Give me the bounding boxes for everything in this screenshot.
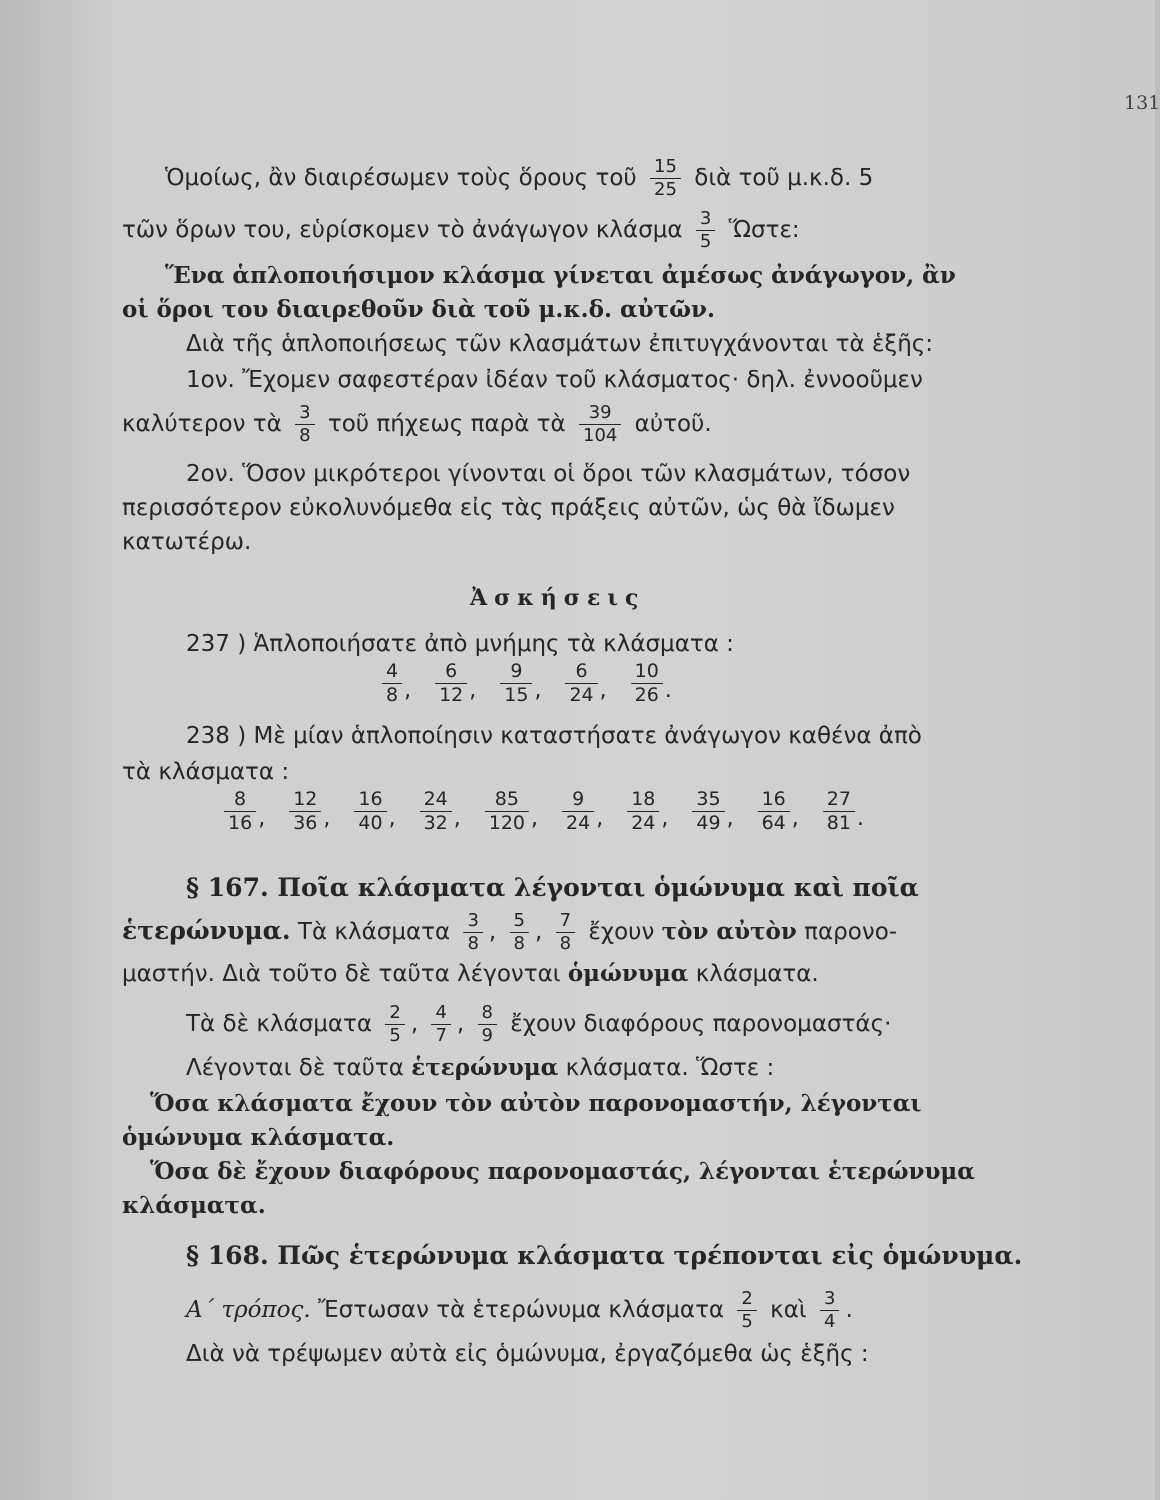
denominator: 8: [295, 424, 314, 445]
denominator: 25: [650, 178, 681, 199]
text: ἔχουν: [588, 919, 655, 945]
fraction: [435, 662, 467, 705]
rule-line: Ὅσα κλάσματα ἔχουν τὸν αὐτὸν παρονομαστήν, λέγονται: [150, 1090, 922, 1117]
fraction: [289, 790, 321, 833]
numerator: 4: [386, 660, 399, 682]
denominator: 8: [382, 683, 402, 705]
numerator: 3: [467, 910, 479, 931]
text: Λέγονται δὲ ταῦτα: [186, 1055, 404, 1081]
text: Α΄ τρόπος.: [186, 1297, 311, 1323]
fraction: [565, 662, 597, 705]
fraction: [385, 1004, 404, 1045]
numerator: 4: [435, 1002, 447, 1023]
separator: .: [856, 806, 864, 831]
rule-line: Ἕνα ἁπλοποιήσιμον κλάσμα γίνεται ἀμέσως ἀνάγωγον, ἂν: [165, 262, 956, 289]
denominator: 32: [420, 811, 452, 833]
text: Ἔστωσαν τὰ ἑτερώνυμα κλάσματα: [317, 1297, 725, 1323]
text: κλάσματα.: [695, 961, 819, 987]
text: Τὰ κλάσματα: [297, 919, 451, 945]
numerator: 16: [761, 788, 786, 810]
denominator: 5: [696, 230, 715, 251]
fraction: [692, 790, 724, 833]
numerator: 8: [234, 788, 247, 810]
denominator: 40: [354, 811, 386, 833]
fraction: [650, 158, 681, 199]
text: Τὰ δὲ κλάσματα: [186, 1011, 373, 1037]
rule-line: ὁμώνυμα κλάσματα.: [122, 1124, 395, 1151]
fraction: [510, 912, 529, 953]
numerator: 3: [823, 1288, 836, 1309]
separator: ,: [661, 806, 669, 831]
fraction: [224, 790, 256, 833]
fraction: [463, 912, 482, 953]
numerator: 35: [696, 788, 721, 810]
numerator: 3: [699, 208, 712, 229]
rule-line: Ὅσα δὲ ἔχουν διαφόρους παρονομαστάς, λέγονται ἑτερώνυμα: [150, 1158, 975, 1185]
numerator: 8: [481, 1002, 493, 1023]
separator: ,: [596, 806, 604, 831]
separator: ,: [323, 806, 331, 831]
separator: ,: [791, 806, 799, 831]
denominator: 8: [463, 932, 482, 953]
numerator: 3: [299, 402, 311, 423]
numerator: 12: [293, 788, 318, 810]
numerator: 5: [513, 910, 525, 931]
paragraph-line: [186, 1004, 891, 1045]
numerator: 39: [588, 402, 612, 423]
fraction: [820, 1290, 839, 1331]
fraction: [478, 1004, 497, 1045]
text: καὶ: [770, 1297, 807, 1323]
separator: .: [664, 678, 672, 703]
denominator: 26: [631, 683, 663, 705]
text: τῶν ὅρων του, εὑρίσκομεν τὸ ἀνάγωγον κλάσμα: [122, 217, 683, 243]
text: τὸν αὐτὸν: [661, 918, 797, 945]
heading-cont: ἑτερώνυμα.: [122, 916, 291, 945]
paragraph-line: [122, 960, 819, 988]
fraction: [382, 662, 402, 705]
separator: ,: [388, 806, 396, 831]
fraction: [758, 790, 790, 833]
fraction: [431, 1004, 450, 1045]
numerator: 18: [631, 788, 656, 810]
text: διὰ τοῦ μ.κ.δ. 5: [694, 165, 874, 191]
paragraph-line: 2ον. Ὅσον μικρότεροι γίνονται οἱ ὅροι τῶν κλασμάτων, τόσον: [186, 461, 911, 487]
paragraph-line: Διὰ νὰ τρέψωμεν αὐτὰ εἰς ὁμώνυμα, ἐργαζόμεθα ὡς ἑξῆς :: [186, 1341, 869, 1367]
fraction: [562, 790, 594, 833]
denominator: 5: [737, 1310, 756, 1331]
text: Ὥστε:: [728, 217, 800, 243]
paragraph-line: 1ον. Ἔχομεν σαφεστέραν ἰδέαν τοῦ κλάσματος· δηλ. ἐννοοῦμεν: [186, 367, 923, 393]
numerator: 15: [654, 156, 677, 177]
denominator: 24: [565, 683, 597, 705]
numerator: 27: [826, 788, 851, 810]
paragraph-line: [186, 1290, 853, 1331]
text: παρονο-: [804, 919, 898, 945]
fraction: [500, 662, 532, 705]
denominator: 64: [758, 811, 790, 833]
text: ἑτερώνυμα: [411, 1054, 559, 1081]
denominator: 7: [431, 1024, 450, 1045]
fraction: [823, 790, 855, 833]
exercises-title: Ἀσκήσεις: [470, 585, 646, 611]
rule-line: κλάσματα.: [122, 1192, 266, 1219]
text: κλάσματα. Ὥστε :: [565, 1055, 775, 1081]
separator: ,: [453, 806, 461, 831]
exercise-237: 237 ) Ἁπλοποιήσατε ἀπὸ μνήμης τὰ κλάσματα :: [186, 631, 734, 657]
section-168-heading: § 168. Πῶς ἑτερώνυμα κλάσματα τρέπονται εἰς ὁμώνυμα.: [186, 1241, 1023, 1270]
denominator: 15: [500, 683, 532, 705]
text: ἔχουν διαφόρους παρονομαστάς·: [510, 1011, 892, 1037]
paragraph-line: [186, 1054, 774, 1082]
numerator: 2: [741, 1288, 753, 1309]
fraction: [579, 404, 621, 445]
denominator: 9: [478, 1024, 497, 1045]
separator: ,: [404, 678, 412, 703]
paragraph-line: [122, 210, 800, 251]
numerator: 85: [494, 788, 519, 810]
text: τοῦ πήχεως παρὰ τὰ: [327, 411, 566, 437]
paragraph-line: περισσότερον εὐκολυνόμεθα εἰς τὰς πράξεις αὐτῶν, ὡς θὰ ἴδωμεν: [122, 495, 895, 521]
rule-line: οἱ ὅροι του διαιρεθοῦν διὰ τοῦ μ.κ.δ. αὐτῶν.: [122, 296, 715, 323]
denominator: 49: [692, 811, 724, 833]
numerator: 24: [423, 788, 448, 810]
fraction: [737, 1290, 756, 1331]
denominator: 4: [820, 1310, 839, 1331]
denominator: 120: [485, 811, 529, 833]
separator: ,: [469, 678, 477, 703]
denominator: 36: [289, 811, 321, 833]
separator: ,: [534, 678, 542, 703]
paragraph-line: [165, 158, 873, 199]
text: αὐτοῦ.: [634, 411, 712, 437]
denominator: 104: [579, 424, 621, 445]
page-number: 131: [1124, 92, 1160, 114]
fraction: [627, 790, 659, 833]
separator: ,: [531, 806, 539, 831]
numerator: 6: [445, 660, 458, 682]
denominator: 5: [385, 1024, 404, 1045]
fraction: [485, 790, 529, 833]
numerator: 6: [575, 660, 588, 682]
paragraph-line: Διὰ τῆς ἁπλοποιήσεως τῶν κλασμάτων ἐπιτυγχάνονται τὰ ἑξῆς:: [186, 331, 934, 357]
paragraph-line: [122, 404, 712, 445]
exercise-238-fractions: [224, 790, 888, 833]
text: .: [845, 1297, 853, 1323]
text: Ὁμοίως, ἂν διαιρέσωμεν τοὺς ὅρους τοῦ: [165, 165, 637, 191]
text: καλύτερον τὰ: [122, 411, 282, 437]
numerator: 9: [572, 788, 585, 810]
denominator: 12: [435, 683, 467, 705]
separator: ,: [410, 1011, 419, 1037]
paragraph-line: [122, 912, 897, 953]
denominator: 8: [510, 932, 529, 953]
numerator: 2: [389, 1002, 401, 1023]
numerator: 10: [634, 660, 659, 682]
separator: ,: [258, 806, 266, 831]
fraction: [556, 912, 575, 953]
numerator: 16: [358, 788, 383, 810]
exercise-237-fractions: [382, 662, 696, 705]
denominator: 24: [562, 811, 594, 833]
fraction: [696, 210, 715, 251]
denominator: 8: [556, 932, 575, 953]
denominator: 24: [627, 811, 659, 833]
fraction: [420, 790, 452, 833]
text: μαστήν. Διὰ τοῦτο δὲ ταῦτα λέγονται: [122, 961, 561, 987]
fraction: [295, 404, 314, 445]
fraction: [631, 662, 663, 705]
fraction: [354, 790, 386, 833]
separator: ,: [599, 678, 607, 703]
separator: ,: [456, 1011, 465, 1037]
denominator: 81: [823, 811, 855, 833]
text: ὁμώνυμα: [567, 960, 689, 987]
exercise-238-cont: τὰ κλάσματα :: [122, 759, 290, 785]
section-167-heading: § 167. Ποῖα κλάσματα λέγονται ὁμώνυμα καὶ ποῖα: [186, 873, 919, 902]
denominator: 16: [224, 811, 256, 833]
numerator: 7: [559, 910, 572, 931]
paragraph-line: κατωτέρω.: [122, 529, 252, 555]
exercise-238: 238 ) Μὲ μίαν ἁπλοποίησιν καταστήσατε ἀνάγωγον καθένα ἀπὸ: [186, 723, 922, 749]
numerator: 9: [510, 660, 523, 682]
separator: ,: [488, 919, 497, 945]
separator: ,: [726, 806, 734, 831]
separator: ,: [534, 919, 543, 945]
